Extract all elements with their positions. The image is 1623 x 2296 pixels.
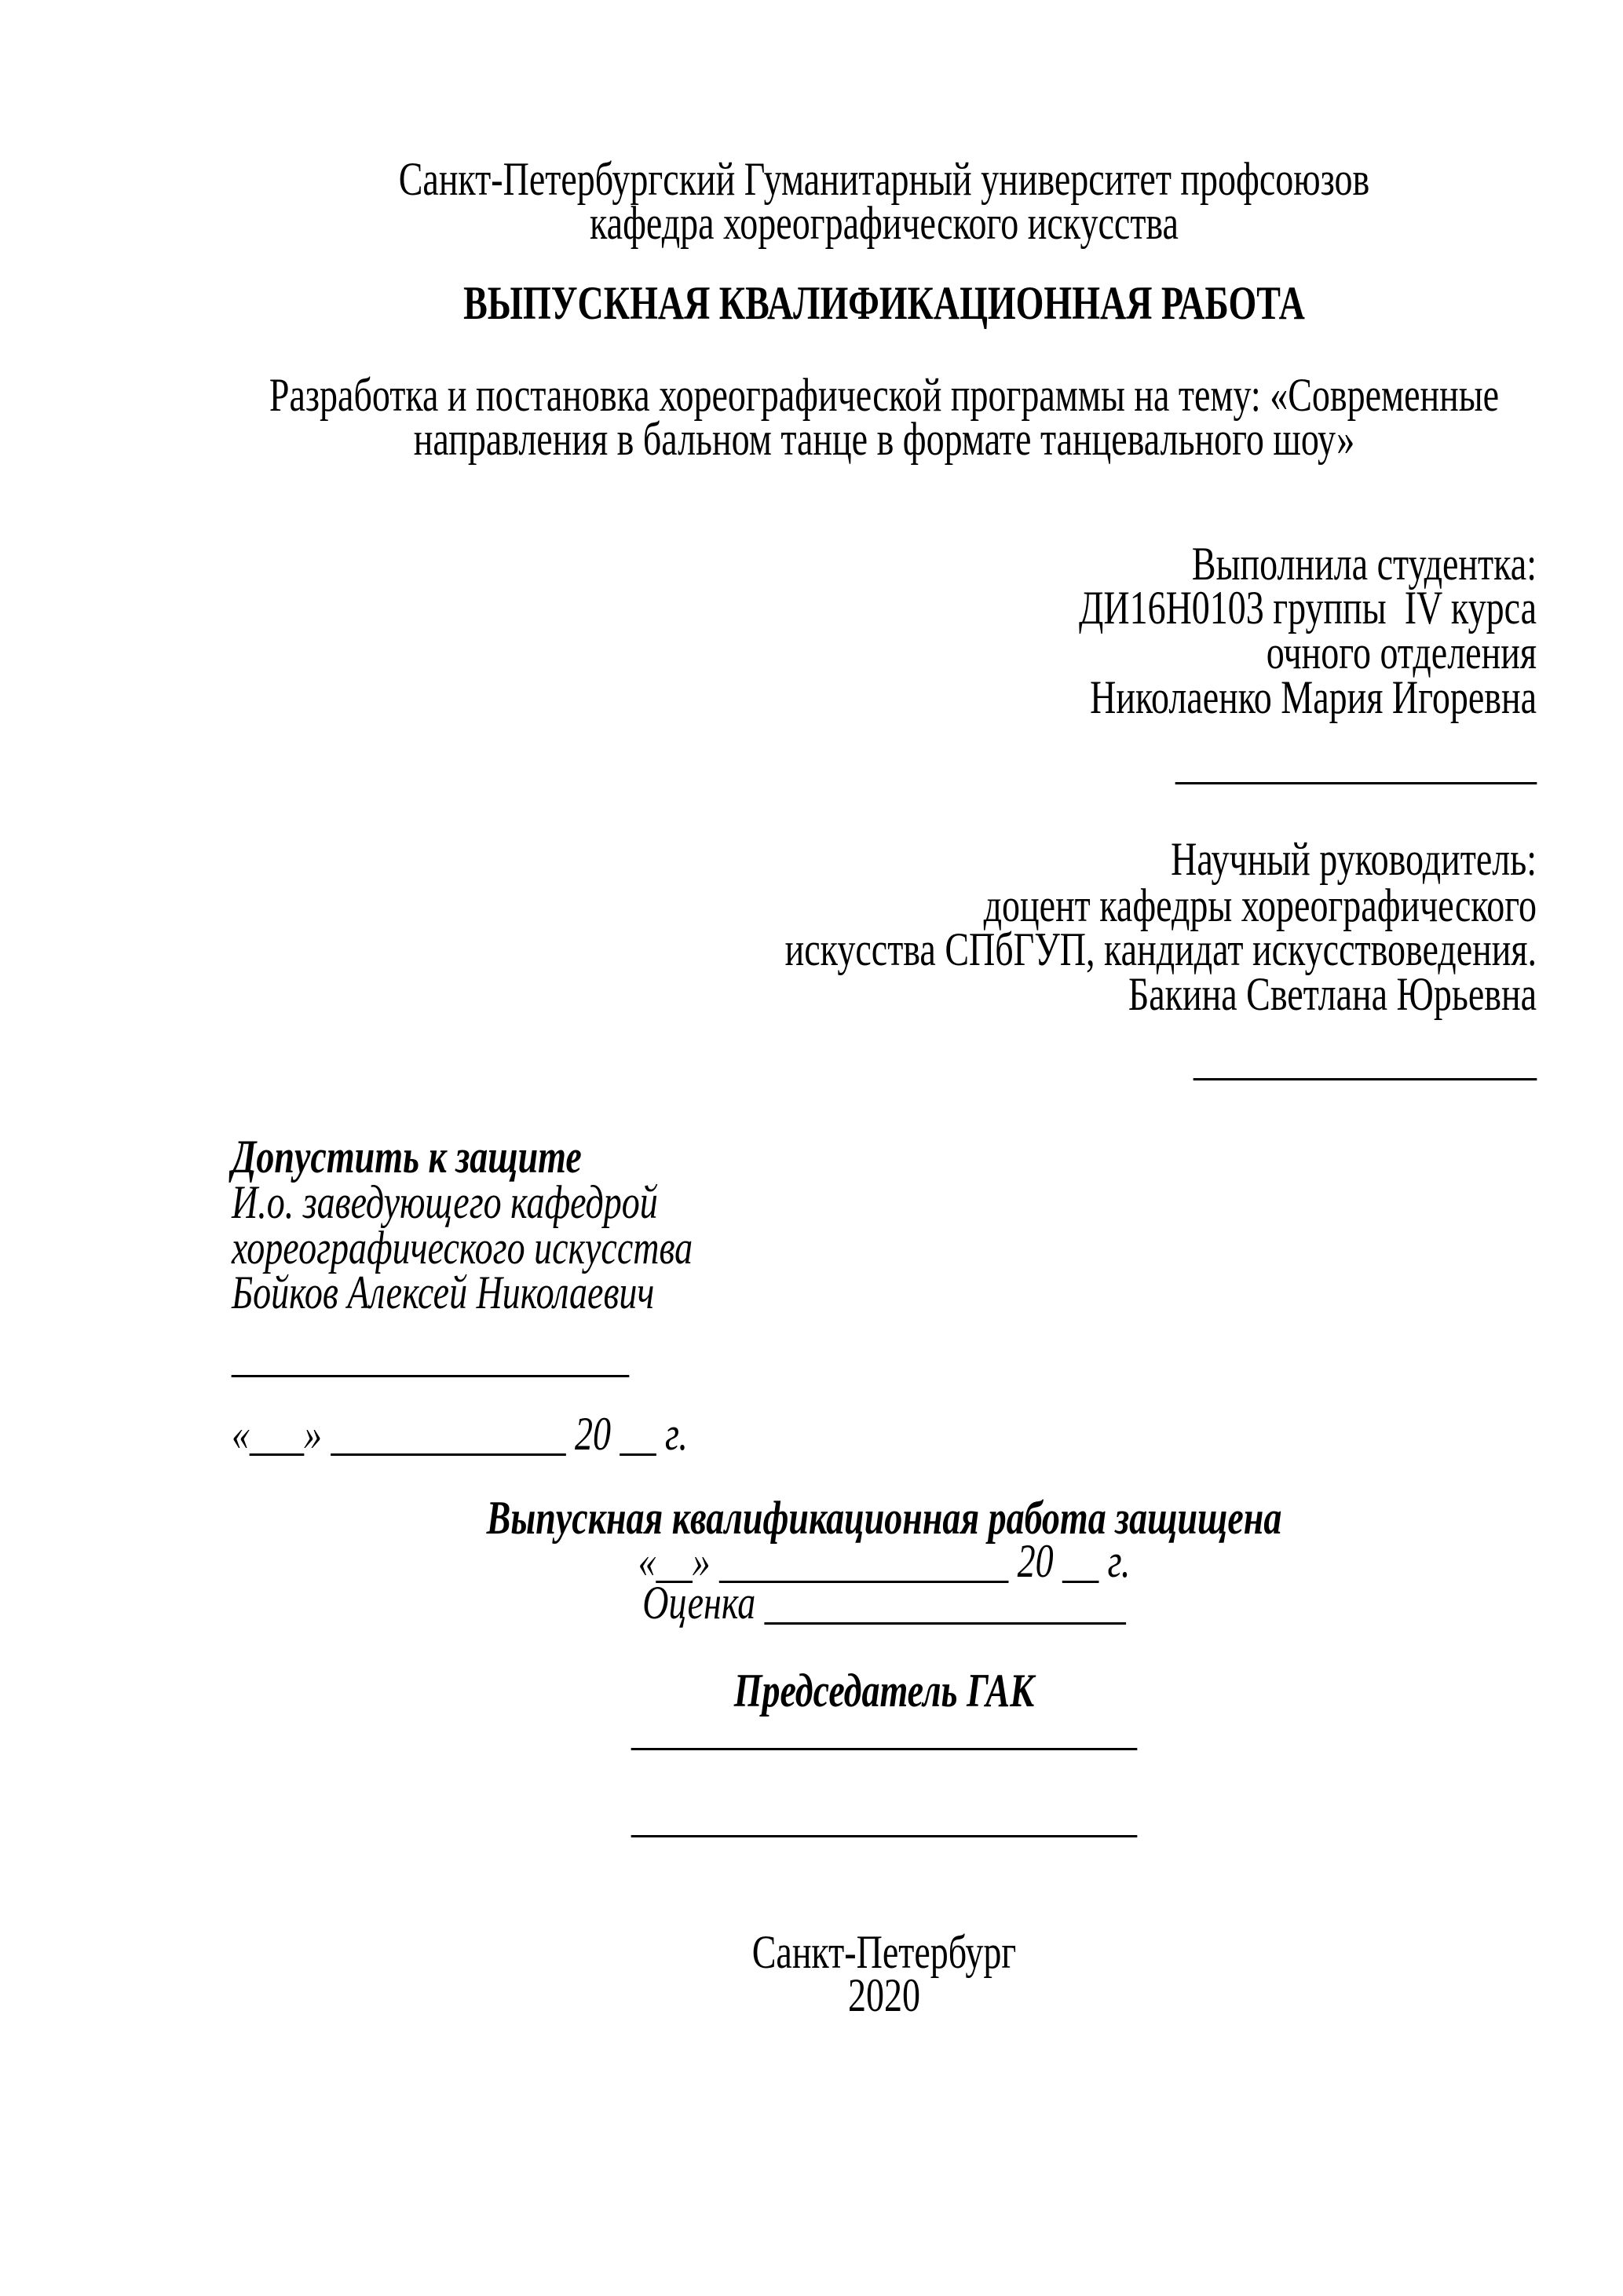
advisor-signature-line: ___________________ (1193, 1032, 1537, 1085)
defense-grade-line: Оценка ____________________ (642, 1576, 1126, 1629)
admission-heading: Допустить к защите (232, 1130, 582, 1183)
student-label: Выполнила студентка: (1191, 537, 1537, 590)
footer-year: 2020 (848, 1969, 920, 2022)
topic-line-1: Разработка и постановка хореографической программы на тему: «Современные (269, 368, 1500, 422)
department-name: кафедра хореографического искусства (590, 196, 1179, 250)
university-name: Санкт-Петербургский Гуманитарный университет профсоюзов (398, 152, 1370, 206)
admission-position-1: И.о. заведующего кафедрой (232, 1175, 658, 1229)
advisor-label: Научный руководитель: (1171, 832, 1537, 886)
admission-date-line: «___» _____________ 20 __ г. (232, 1407, 688, 1461)
defense-date-line: «__» ________________ 20 __ г. (638, 1534, 1131, 1588)
student-group: ДИ16Н0103 группы IV курса (1078, 581, 1537, 634)
admission-head-name: Бойков Алексей Николаевич (232, 1266, 655, 1319)
advisor-name: Бакина Светлана Юрьевна (1128, 967, 1537, 1021)
advisor-position-1: доцент кафедры хореографического (983, 879, 1537, 932)
chairman-signature-line: ____________________________ (631, 1702, 1137, 1755)
topic-line-2: направления в бальном танце в формате танцевального шоу» (413, 412, 1355, 466)
student-study-form: очного отделения (1266, 626, 1537, 679)
admission-position-2: хореографического искусства (232, 1221, 693, 1274)
student-signature-line: ____________________ (1175, 736, 1537, 789)
chairman-heading: Председатель ГАК (733, 1664, 1035, 1717)
student-name: Николаенко Мария Игоревна (1090, 671, 1537, 724)
advisor-position-2: искусства СПбГУП, кандидат искусствоведения. (784, 923, 1537, 976)
footer-city: Санкт-Петербург (751, 1925, 1017, 1979)
defense-heading: Выпускная квалификационная работа защищена (486, 1491, 1282, 1545)
chairman-name-line: ____________________________ (631, 1789, 1137, 1842)
work-type-title: ВЫПУСКНАЯ КВАЛИФИКАЦИОННАЯ РАБОТА (463, 276, 1305, 330)
admission-signature-line: ______________________ (232, 1329, 629, 1382)
